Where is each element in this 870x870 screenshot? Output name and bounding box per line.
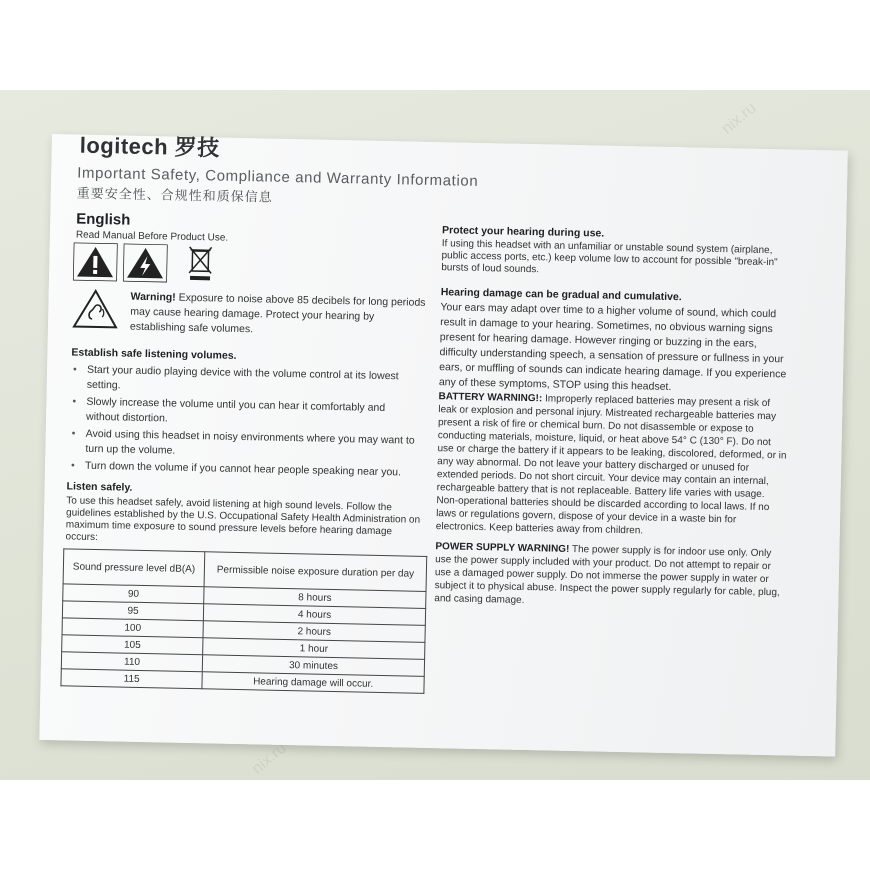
listen-heading: Listen safely. [66,480,133,494]
table-cell-level: 100 [62,618,203,638]
table-cell-duration: 30 minutes [202,655,424,677]
table-cell-level: 105 [62,635,203,655]
noise-exposure-table [60,548,427,694]
listen-paragraph: To use this headset safely, avoid listening at high sound levels. Follow the guidelines established by the U.S. Occupational Safety Health Administration on maximum time exposure to sound pressure levels before hearing damage occurs: [65,495,421,544]
language-heading: English [76,210,131,229]
table-cell-duration: 2 hours [203,621,425,643]
battery-warning-label: BATTERY WARNING!: [438,391,543,405]
protect-hearing-paragraph: If using this headset with an unfamiliar or unstable sound system (airplane, public access ports, etc.) keep volume low to account for possible "break-in" bursts of loud sounds. [441,238,778,276]
document-title-chinese: 重要安全性、合规性和质保信息 [76,185,273,205]
battery-warning [436,390,791,540]
watermark: nix.ru [248,739,290,778]
safe-volume-list [69,362,421,482]
read-manual-note: Read Manual Before Product Use. [75,229,229,244]
table-cell-duration: Hearing damage will occur. [202,672,424,694]
table-cell-duration: 1 hour [203,638,425,660]
power-supply-warning [434,540,787,612]
gradual-damage-paragraph: Your ears may adapt over time to a higher volume of sound, which could result in damage to your hearing. Sometimes, no obvious warning signs present for hearing damage. However ringing or buzzing in the ears, difficulty understanding speech, a sensation of pressure or fullness in your ears, or muffling of sounds can indicate hearing damage. If you experience any of these symptoms, STOP using this headset. [438,301,787,394]
watermark: nix.ru [718,99,760,138]
battery-warning-body: Improperly replaced batteries may present a risk of leak or explosion and personal injury. Mistreated rechargeable batteries may present a risk of fire or chemical burn. Do not disassemble or expose to conducting materials, moisture, liquid, or heat above 54° C (130° F). Do not use or charge the battery if it appears to be leaking, discolored, deformed, or in any way abnormal. Do not leave your battery discharged or unused for extended periods. Do not short circuit. Your device may contain an internal, rechargeable battery that is not replaceable. Battery life varies with usage. Non-operational batteries should be discarded according to local laws. If no laws or regulations govern, dispose of your device in a waste bin for electronics. Keep batteries away from children. [435,393,787,537]
warning-label: Warning! [130,290,176,304]
table-cell-duration: 8 hours [204,587,426,609]
hearing-warning-text [130,290,431,341]
brand-logo: logitech 罗技 [79,132,220,161]
power-warning-label: POWER SUPPLY WARNING! [435,541,570,555]
protect-hearing-heading: Protect your hearing during use. [441,224,605,240]
electric-shock-icon [123,244,168,283]
table-cell-level: 110 [61,652,202,672]
list-item: • Slowly increase the volume until you can hear it comfortably and without distortion. [70,394,421,431]
table-header-duration: Permissible noise exposure duration per day [204,552,427,592]
warning-body: Exposure to noise above 85 decibels for long periods may cause hearing damage. Protect your hearing by establishing safe volumes. [129,291,426,336]
list-item: • Turn down the volume if you cannot hear people speaking near you. [69,458,419,480]
gradual-damage-heading: Hearing damage can be gradual and cumulative. [440,286,682,304]
list-item: • Avoid using this headset in noisy environments where you may want to turn up the volume. [69,426,420,463]
table-cell-duration: 4 hours [203,604,425,626]
table-cell-level: 115 [61,669,202,689]
list-item: • Start your audio playing device with the volume control at its lowest setting. [71,362,422,399]
hearing-warning-icon [72,288,119,334]
establish-heading: Establish safe listening volumes. [71,346,237,362]
document-title: Important Safety, Compliance and Warranty Information [77,164,479,190]
table-cell-level: 90 [63,584,204,604]
table-cell-level: 95 [62,601,203,621]
safety-leaflet [39,134,848,757]
warning-triangle-icon [73,242,118,281]
table-header-level: Sound pressure level dB(A) [63,549,205,587]
weee-bin-icon [187,245,214,287]
power-warning-body: The power supply is for indoor use only. Only use the power supply included with your product. Do not attempt to repair or use a damaged power supply. Do not immerse the power supply in water or subject it to physical abuse. Inspect the power supply regularly for cable, plug, and casing damage. [434,543,780,606]
photo-background [0,90,870,780]
